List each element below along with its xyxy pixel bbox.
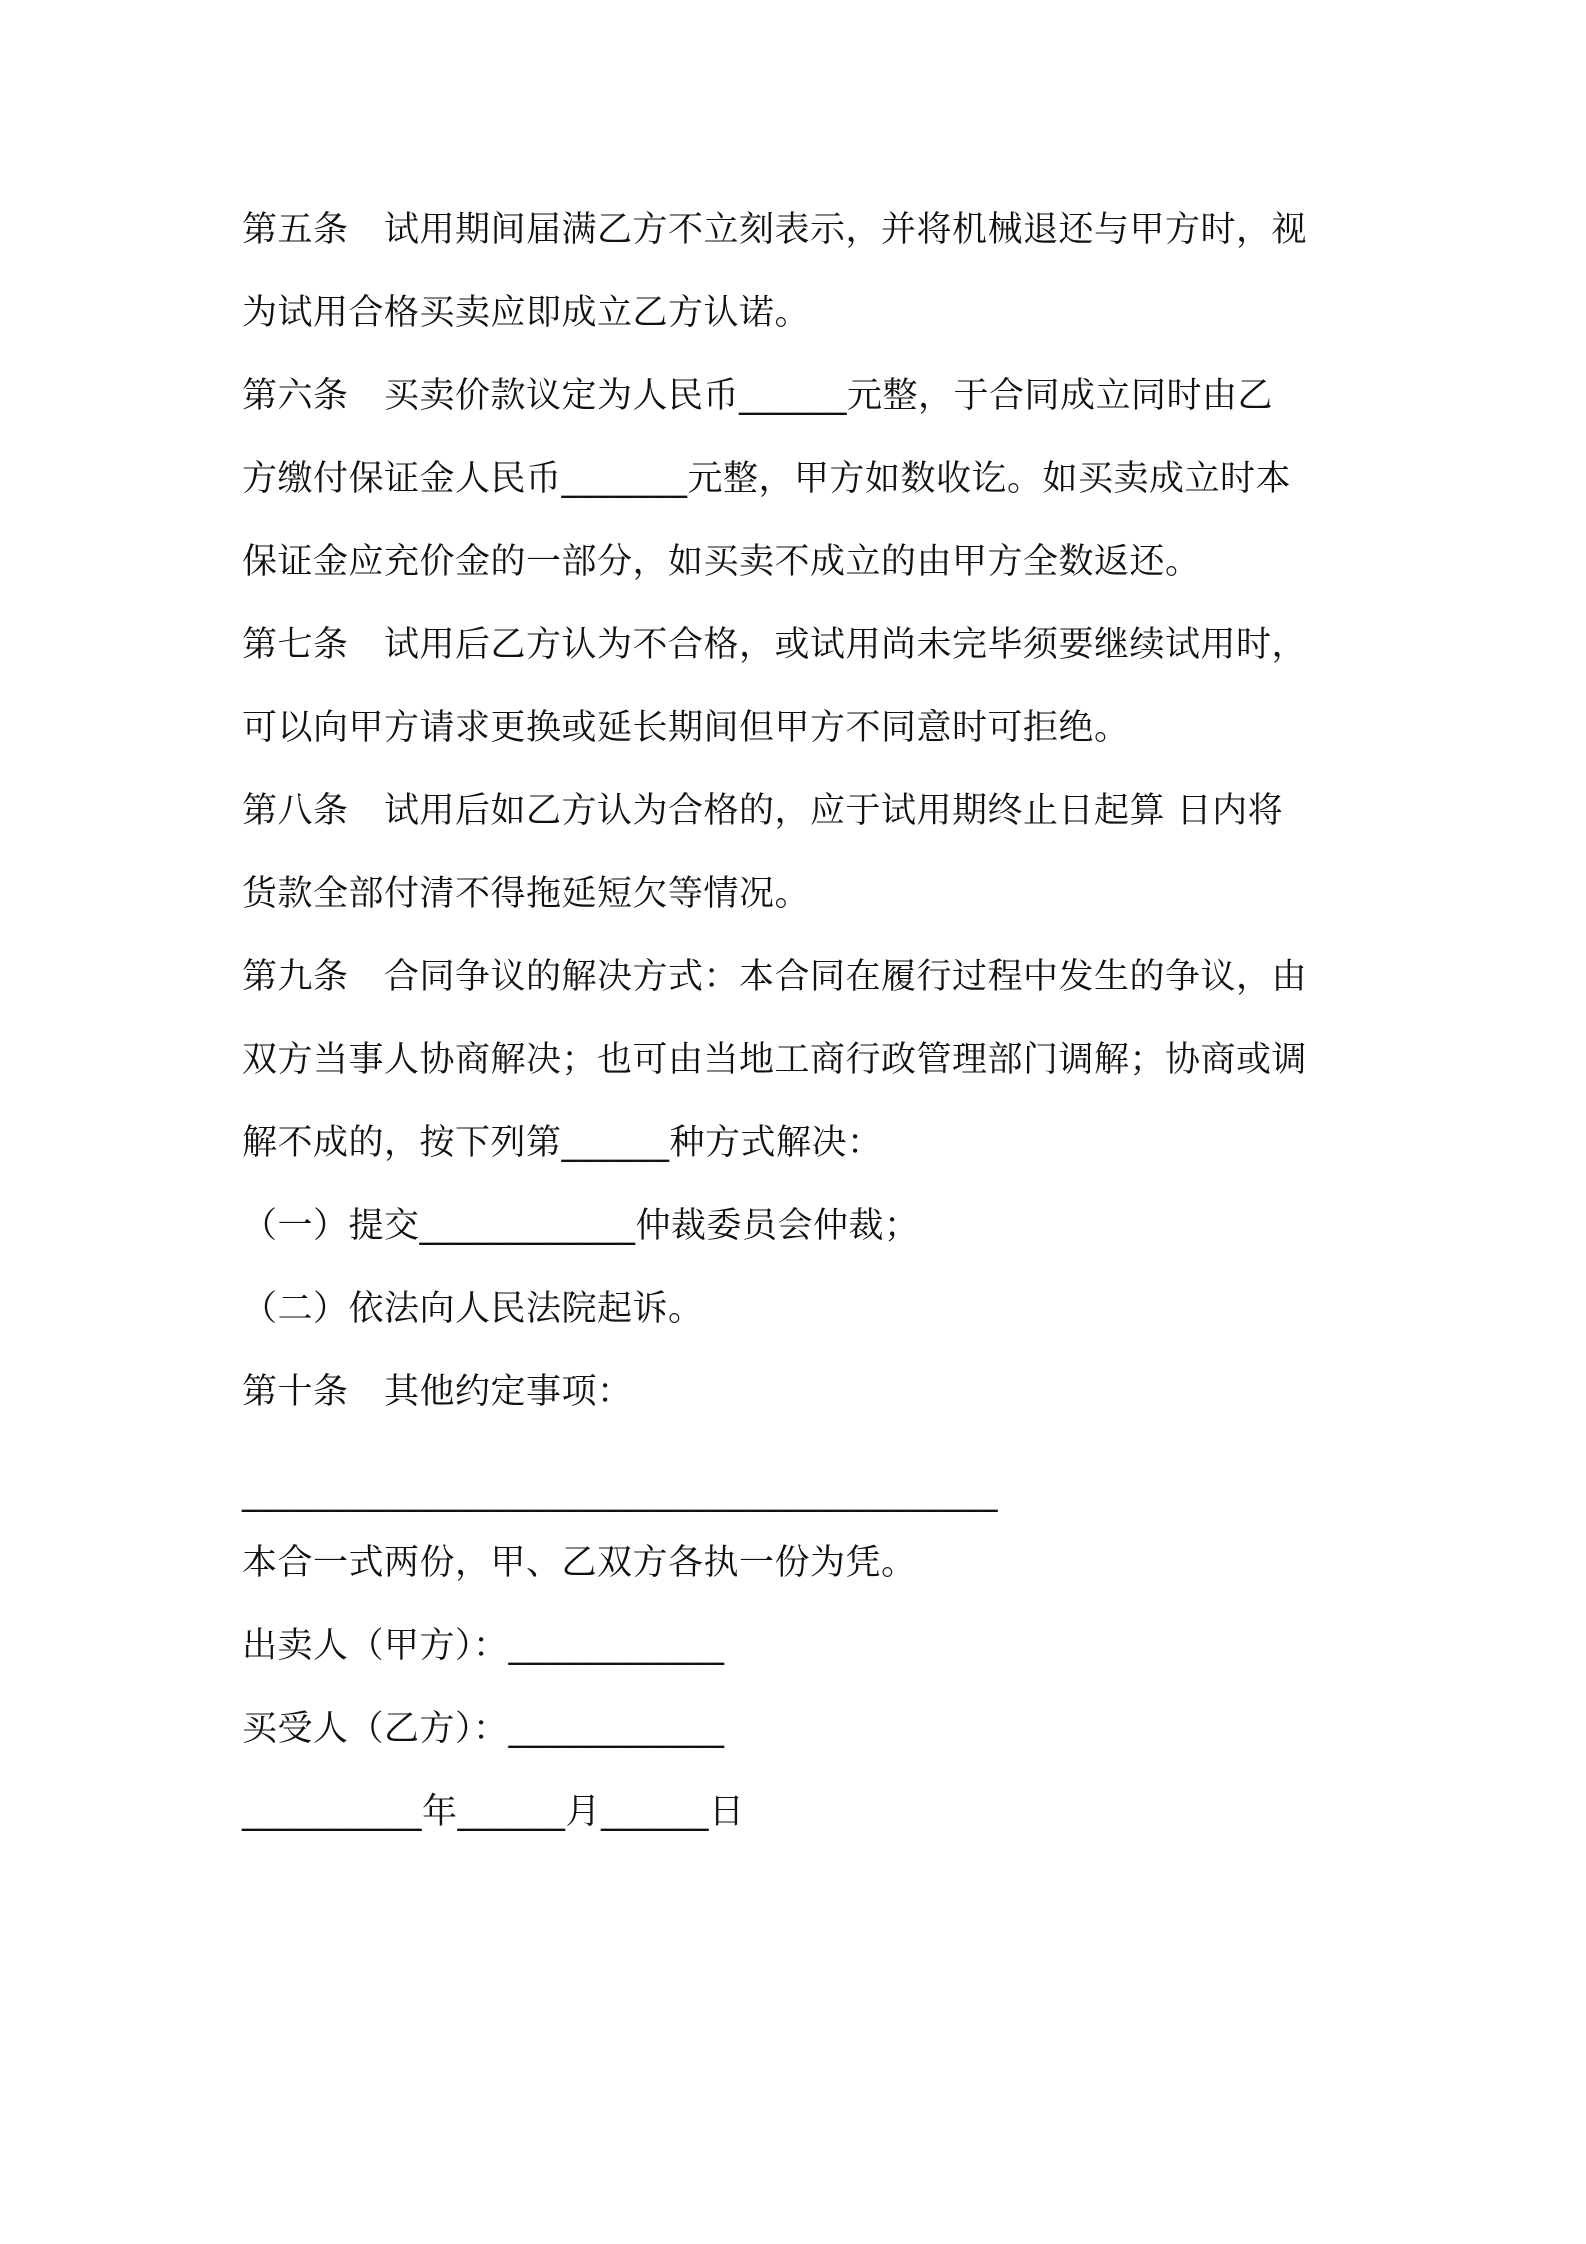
dispute-option-2: （二）依法向人民法院起诉。: [242, 1289, 704, 1329]
article-5-line-2: 为试用合格买卖应即成立乙方认诺。: [242, 293, 811, 333]
article-10-line: 第十条 其他约定事项：: [242, 1372, 633, 1412]
article-6-line-1: 第六条 买卖价款议定为人民币______元整，于合同成立同时由乙: [242, 376, 1274, 416]
article-7-line-1: 第七条 试用后乙方认为不合格，或试用尚未完毕须要继续试用时，: [242, 625, 1308, 665]
article-5-line-1: 第五条 试用期间届满乙方不立刻表示，并将机械退还与甲方时，视: [242, 210, 1308, 250]
copies-clause: 本合一式两份，甲、乙双方各执一份为凭。: [242, 1543, 917, 1583]
article-9-line-2: 双方当事人协商解决；也可由当地工商行政管理部门调解；协商或调: [242, 1040, 1308, 1080]
other-matters-blank-line: __________________________________________: [242, 1473, 998, 1513]
dispute-option-1: （一）提交____________仲裁委员会仲裁；: [242, 1206, 920, 1246]
article-9-line-3: 解不成的，按下列第______种方式解决：: [242, 1123, 883, 1163]
date-line: __________年______月______日: [242, 1792, 745, 1832]
article-8-line-1: 第八条 试用后如乙方认为合格的，应于试用期终止日起算 日内将: [242, 791, 1284, 831]
article-8-line-2: 货款全部付清不得拖延短欠等情况。: [242, 874, 811, 914]
article-7-line-2: 可以向甲方请求更换或延长期间但甲方不同意时可拒绝。: [242, 708, 1130, 748]
seller-signature-line: 出卖人（甲方）：____________: [242, 1626, 725, 1666]
article-6-line-2: 方缴付保证金人民币_______元整，甲方如数收讫。如买卖成立时本: [242, 459, 1292, 499]
article-9-line-1: 第九条 合同争议的解决方式：本合同在履行过程中发生的争议，由: [242, 957, 1308, 997]
buyer-signature-line: 买受人（乙方）：____________: [242, 1709, 725, 1749]
article-6-line-3: 保证金应充价金的一部分，如买卖不成立的由甲方全数返还。: [242, 542, 1201, 582]
